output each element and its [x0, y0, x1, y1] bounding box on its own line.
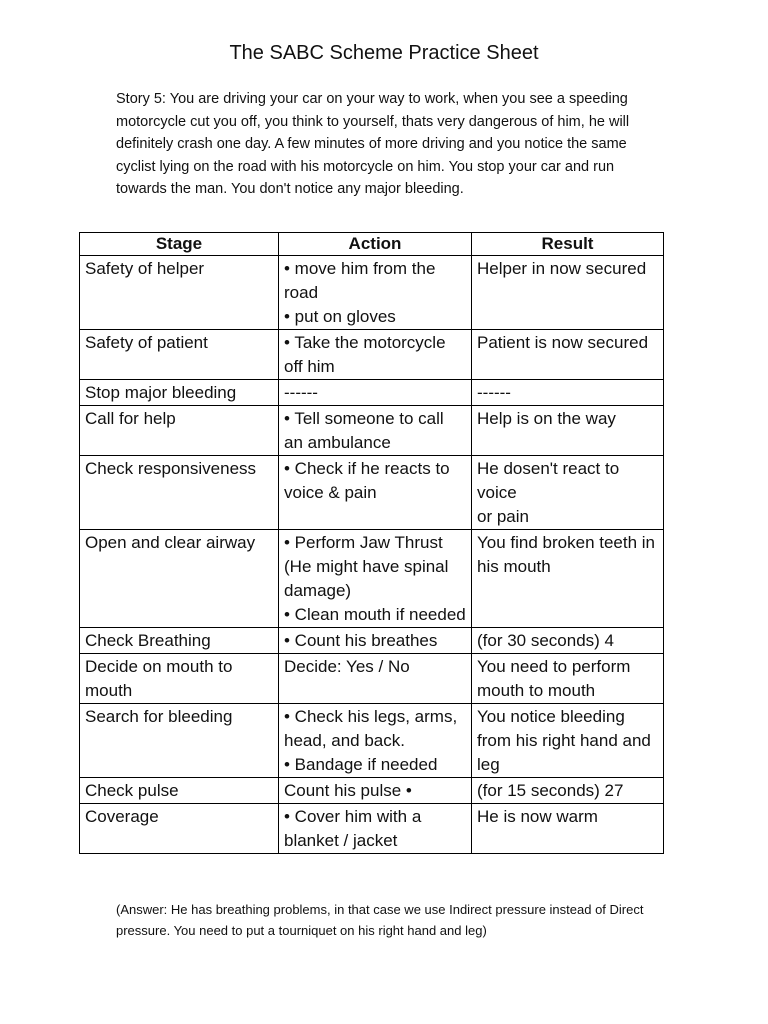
result-text: Help is on the way	[477, 409, 616, 428]
action-text: • Bandage if needed	[284, 755, 438, 774]
result-text: Helper in now secured	[477, 259, 647, 278]
action-text: • Count his breathes	[284, 631, 438, 650]
stage-cell	[80, 256, 279, 330]
result-cell	[472, 530, 664, 628]
result-text: He dosen't react to voice	[477, 459, 620, 502]
stage-cell	[80, 778, 279, 804]
stage-cell	[80, 330, 279, 380]
stage-cell	[80, 804, 279, 854]
result-text: or pain	[477, 507, 529, 526]
table-row	[80, 628, 664, 654]
stage-cell	[80, 628, 279, 654]
stage-text: Search for bleeding	[85, 707, 233, 726]
action-cell	[279, 380, 472, 406]
stage-cell	[80, 654, 279, 704]
action-text: • Check if he reacts to voice & pain	[284, 459, 450, 502]
result-cell	[472, 704, 664, 778]
result-cell	[472, 804, 664, 854]
stage-cell	[80, 380, 279, 406]
action-text: Count his pulse •	[284, 781, 412, 800]
result-cell	[472, 380, 664, 406]
action-cell	[279, 256, 472, 330]
stage-text: Check responsiveness	[85, 459, 257, 478]
action-cell	[279, 804, 472, 854]
result-cell	[472, 256, 664, 330]
result-cell	[472, 456, 664, 530]
action-cell	[279, 330, 472, 380]
result-cell	[472, 778, 664, 804]
stage-text: Safety of helper	[85, 259, 205, 278]
header-action: Action	[279, 233, 472, 256]
action-text: • Check his legs, arms, head, and back.	[284, 707, 458, 750]
stage-text: Call for help	[85, 409, 176, 428]
action-cell	[279, 704, 472, 778]
result-cell	[472, 654, 664, 704]
action-text: • Tell someone to call an ambulance	[284, 409, 444, 452]
table-row	[80, 778, 664, 804]
result-text: ------	[477, 383, 511, 402]
action-text: • Perform Jaw Thrust (He might have spinal damage)	[284, 533, 449, 600]
stage-text: Coverage	[85, 807, 159, 826]
table-row	[80, 804, 664, 854]
table-row	[80, 256, 664, 330]
action-text: • Take the motorcycle off him	[284, 333, 446, 376]
action-cell	[279, 406, 472, 456]
result-text: Patient is now secured	[477, 333, 649, 352]
result-text: You need to perform mouth to mouth	[477, 657, 631, 700]
result-text: (for 30 seconds) 4	[477, 631, 615, 650]
action-text: • move him from the road	[284, 259, 436, 302]
table-row	[80, 704, 664, 778]
stage-text: Check pulse	[85, 781, 179, 800]
table-row	[80, 530, 664, 628]
story-text: Story 5: You are driving your car on your way to work, when you see a speeding motorcycle cut you off, you think to yourself, thats very dangerous of him, he will definitely crash one day. A few minutes of more driving and you notice the same cyclist lying on the road with his motorcycle on him. You stop your car and run towards the man. You don't notice any major bleeding.	[116, 91, 630, 197]
stage-text: Open and clear airway	[85, 533, 256, 552]
result-text: He is now warm	[477, 807, 598, 826]
action-cell	[279, 628, 472, 654]
stage-cell	[80, 456, 279, 530]
stage-cell	[80, 530, 279, 628]
stage-text: Decide on mouth to mouth	[85, 657, 233, 700]
sabc-table	[79, 232, 664, 854]
result-cell	[472, 628, 664, 654]
header-result: Result	[472, 233, 664, 256]
table-row	[80, 654, 664, 704]
page-title: The SABC Scheme Practice Sheet	[229, 42, 539, 64]
action-text: Decide: Yes / No	[284, 657, 410, 676]
action-text: • Clean mouth if needed	[284, 605, 466, 624]
table-row	[80, 456, 664, 530]
header-stage: Stage	[80, 233, 279, 256]
action-text: ------	[284, 383, 318, 402]
stage-text: Stop major bleeding	[85, 383, 237, 402]
stage-cell	[80, 406, 279, 456]
action-text: • Cover him with a blanket / jacket	[284, 807, 422, 850]
table-header-row	[80, 233, 664, 256]
stage-text: Safety of patient	[85, 333, 208, 352]
result-text: (for 15 seconds) 27	[477, 781, 624, 800]
stage-cell	[80, 704, 279, 778]
result-text: You notice bleeding from his right hand and leg	[477, 707, 651, 774]
table-row	[80, 406, 664, 456]
result-cell	[472, 406, 664, 456]
answer-note: (Answer: He has breathing problems, in that case we use Indirect pressure instead of Direct pressure. You need to put a tourniquet on his right hand and leg)	[116, 902, 644, 938]
action-text: • put on gloves	[284, 307, 396, 326]
table-row	[80, 330, 664, 380]
table-row	[80, 380, 664, 406]
result-text: You find broken teeth in his mouth	[477, 533, 656, 576]
stage-text: Check Breathing	[85, 631, 211, 650]
action-cell	[279, 456, 472, 530]
action-cell	[279, 530, 472, 628]
action-cell	[279, 778, 472, 804]
action-cell	[279, 654, 472, 704]
result-cell	[472, 330, 664, 380]
